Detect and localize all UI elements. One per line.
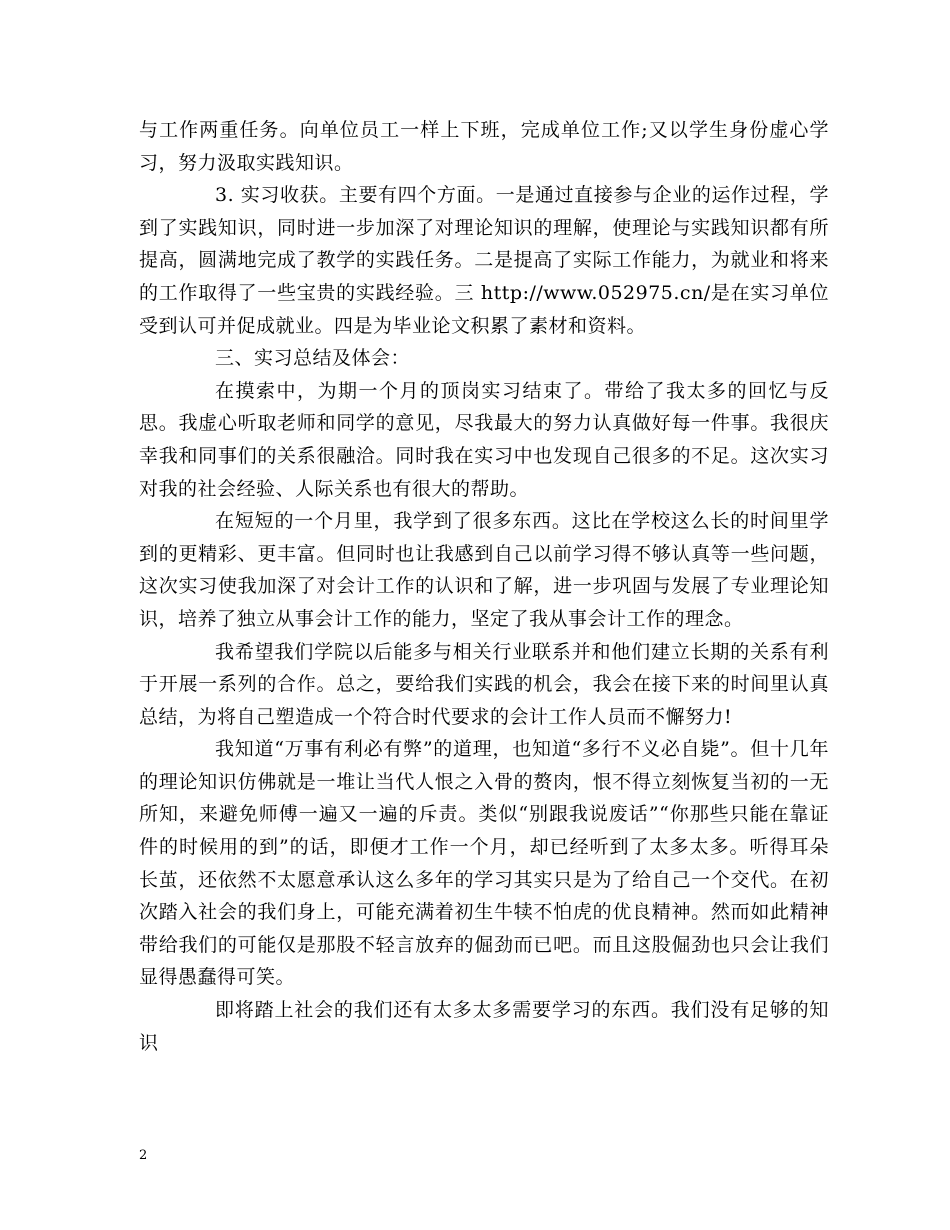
section-heading: 三、实习总结及体会： [215,347,411,370]
paragraph: 在短短的一个月里，我学到了很多东西。这比在学校这么长的时间里学到的更精彩、更丰富。但同时也让我感到自己以前学习得不够认真等一些问题，这次实习使我加深了对会计工作的认识和了解，进一步巩固与发展了专业理论知识，培养了独立从事会计工作的能力，坚定了我从事会计工作的理念。 [139,510,829,630]
document-body [139,114,829,1059]
paragraph: 在摸索中，为期一个月的顶岗实习结束了。带给了我太多的回忆与反思。我虚心听取老师和同学的意见，尽我最大的努力认真做好每一件事。我很庆幸我和同事们的关系很融洽。同时我在实习中也发现自己很多的不足。这次实习对我的社会经验、人际关系也有很大的帮助。 [139,379,829,500]
paragraph: 即将踏上社会的我们还有太多太多需要学习的东西。我们没有足够的知识 [139,999,829,1054]
page-number: 2 [139,1148,148,1163]
paragraph: 我希望我们学院以后能多与相关行业联系并和他们建立长期的关系有利于开展一系列的合作。总之，要给我们实践的机会，我会在接下来的时间里认真总结，为将自己塑造成一个符合时代要求的会计工作人员而不懈努力! [139,640,829,728]
paragraph: 我知道“万事有利必有弊”的道理，也知道“多行不义必自毙”。但十几年的理论知识仿佛就是一堆让当代人恨之入骨的赘肉，恨不得立刻恢复当初的一无所知，来避免师傅一遍又一遍的斥责。类似“别跟我说废话”“你那些只能在靠证件的时候用的到”的话，即便才工作一个月，却已经听到了太多太多。听得耳朵长茧，还依然不太愿意承认这么多年的学习其实只是为了给自己一个交代。在初次踏入社会的我们身上，可能充满着初生牛犊不怕虎的优良精神。然而如此精神带给我们的可能仅是那股不轻言放弃的倔劲而已吧。而且这股倔劲也只会让我们显得愚蠢得可笑。 [139,738,829,989]
paragraph: 3. 实习收获。主要有四个方面。一是通过直接参与企业的运作过程，学到了实践知识，同时进一步加深了对理论知识的理解，使理论与实践知识都有所提高，圆满地完成了教学的实践任务。二是提高了实际工作能力，为就业和将来的工作取得了一些宝贵的实践经验。三 http://www.052975.cn/是在实习单位受到认可并促成就业。四是为毕业论文积累了素材和资料。 [139,184,829,337]
paragraph: 与工作两重任务。向单位员工一样上下班，完成单位工作;又以学生身份虚心学习，努力汲取实践知识。 [139,119,829,174]
